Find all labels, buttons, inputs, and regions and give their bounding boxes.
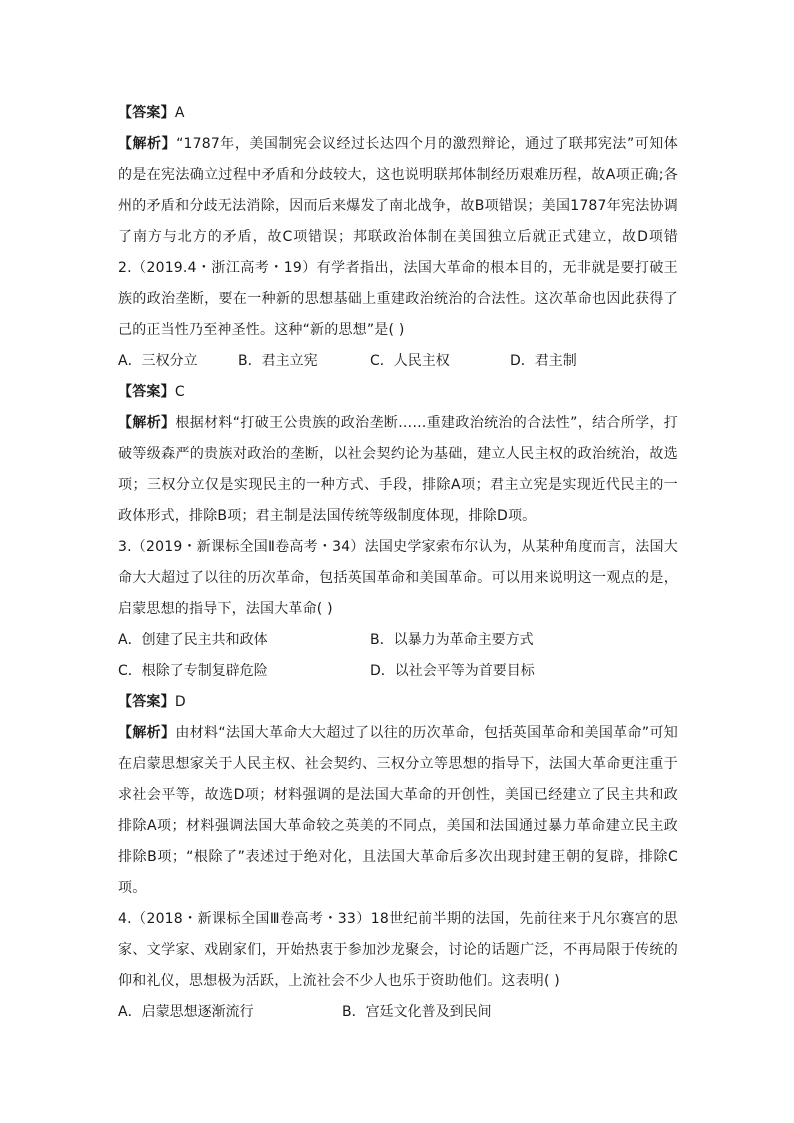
q2-analysis-line-1: 【解析】根据材料“打破王公贵族的政治垄断……重建政治统治的合法性”，结合所学，打: [118, 415, 678, 431]
q4-stem-line-2: 家、文学家、戏剧家们，开始热衷于参加沙龙聚会，讨论的话题广泛，不再局限于传统的: [118, 942, 678, 958]
q3-answer-value: D: [174, 694, 186, 710]
q3-options-row-1: [118, 625, 678, 656]
q3-option-c: C．根除了专制复辟危险: [118, 663, 268, 679]
q2-answer-value: C: [174, 384, 185, 400]
q3-stem-line-2: 命大大超过了以往的历次革命，包括英国革命和美国革命。可以用来说明这一观点的是，: [118, 570, 678, 586]
q2-analysis-line-4: 政体形式，排除B项；君主制是法国传统等级制度体现，排除D项。: [118, 508, 537, 524]
q1-analysis-line-1: 【解析】“1787年，美国制宪会议经过长达四个月的激烈辩论，通过了联邦宪法”可知体: [118, 136, 678, 152]
q3-analysis-label: 【解析】: [118, 725, 176, 741]
q3-stem-line-3: 启蒙思想的指导下，法国大革命( ): [118, 601, 333, 617]
q2-stem-line-2: 族的政治垄断，要在一种新的思想基础上重建政治统治的合法性。这次革命也因此获得了: [118, 291, 678, 307]
q4-stem-line-3: 仰和礼仪，思想极为活跃，上流社会不少人也乐于资助他们。这表明( ): [118, 973, 560, 989]
q2-stem-line-1: 2.（2019.4・浙江高考・19）有学者指出，法国大革命的根本目的，无非就是要打破王: [118, 260, 678, 276]
q2-analysis-line-2: 破等级森严的贵族对政治的垄断，以社会契约论为基础，建立人民主权的政治统治，故选: [118, 446, 678, 462]
q2-stem-line-3: 己的正当性乃至神圣性。这种“新的思想”是( ): [118, 322, 405, 338]
q2-option-c: C．人民主权: [370, 353, 450, 369]
q2-option-b: B．君主立宪: [238, 353, 318, 369]
q1-analysis-line-3: 州的矛盾和分歧无法消除，因而后来爆发了南北战争，故B项错误；美国1787年宪法协调: [118, 198, 678, 214]
q4-option-a: A．启蒙思想逐渐流行: [118, 1004, 254, 1020]
q1-answer-value: A: [174, 105, 185, 121]
q3-option-b: B．以暴力为革命主要方式: [370, 632, 534, 648]
q3-answer: [118, 687, 678, 718]
q3-analysis-line-4: 排除A项；材料强调法国大革命较之英美的不同点，美国和法国通过暴力革命建立民主政: [118, 818, 678, 834]
q1-analysis-line-2: 的是在宪法确立过程中矛盾和分歧较大，这也说明联邦体制经历艰难历程，故A项正确;各: [118, 167, 678, 183]
q4-stem-line-1: 4.（2018・新课标全国Ⅲ卷高考・33）18世纪前半期的法国，先前往来于凡尔赛宫的思: [118, 911, 678, 927]
q3-answer-label: 【答案】: [118, 694, 175, 710]
q3-options-row-2: [118, 656, 678, 687]
q2-option-a: A．三权分立: [118, 353, 198, 369]
q3-analysis-line-2: 在启蒙思想家关于人民主权、社会契约、三权分立等思想的指导下，法国大革命更注重于: [118, 756, 678, 772]
q3-analysis-line-5: 排除B项；“根除了”表述过于绝对化，且法国大革命后多次出现封建王朝的复辟，排除C: [118, 849, 678, 865]
q2-answer: [118, 377, 678, 408]
q2-options: [118, 346, 678, 377]
q2-answer-label: 【答案】: [118, 384, 175, 400]
document-page: [118, 98, 678, 1028]
q4-option-b: B．宫廷文化普及到民间: [342, 1004, 492, 1020]
q3-analysis-line-6: 项。: [118, 880, 147, 896]
q4-options: [118, 997, 678, 1028]
q3-stem-line-1: 3.（2019・新课标全国Ⅱ卷高考・34）法国史学家索布尔认为，从某种角度而言，法国大: [118, 539, 678, 555]
q3-analysis-line-1: 【解析】由材料“法国大革命大大超过了以往的历次革命，包括英国革命和美国革命”可知: [118, 725, 678, 741]
q2-analysis-line-3: 项；三权分立仅是实现民主的一种方式、手段，排除A项；君主立宪是实现近代民主的一: [118, 477, 678, 493]
q1-analysis-line-4: 了南方与北方的矛盾，故C项错误；邦联政治体制在美国独立后就正式建立，故D项错: [118, 229, 678, 245]
q1-analysis-label: 【解析】: [118, 136, 177, 152]
q1-answer-label: 【答案】: [118, 105, 175, 121]
q3-analysis-line-3: 求社会平等，故选D项；材料强调的是法国大革命的开创性，美国已经建立了民主共和政: [118, 787, 678, 803]
q2-option-d: D．君主制: [510, 353, 577, 369]
q2-analysis-label: 【解析】: [118, 415, 176, 431]
q3-option-d: D．以社会平等为首要目标: [370, 663, 535, 679]
q1-answer: [118, 98, 678, 129]
q3-option-a: A．创建了民主共和政体: [118, 632, 268, 648]
